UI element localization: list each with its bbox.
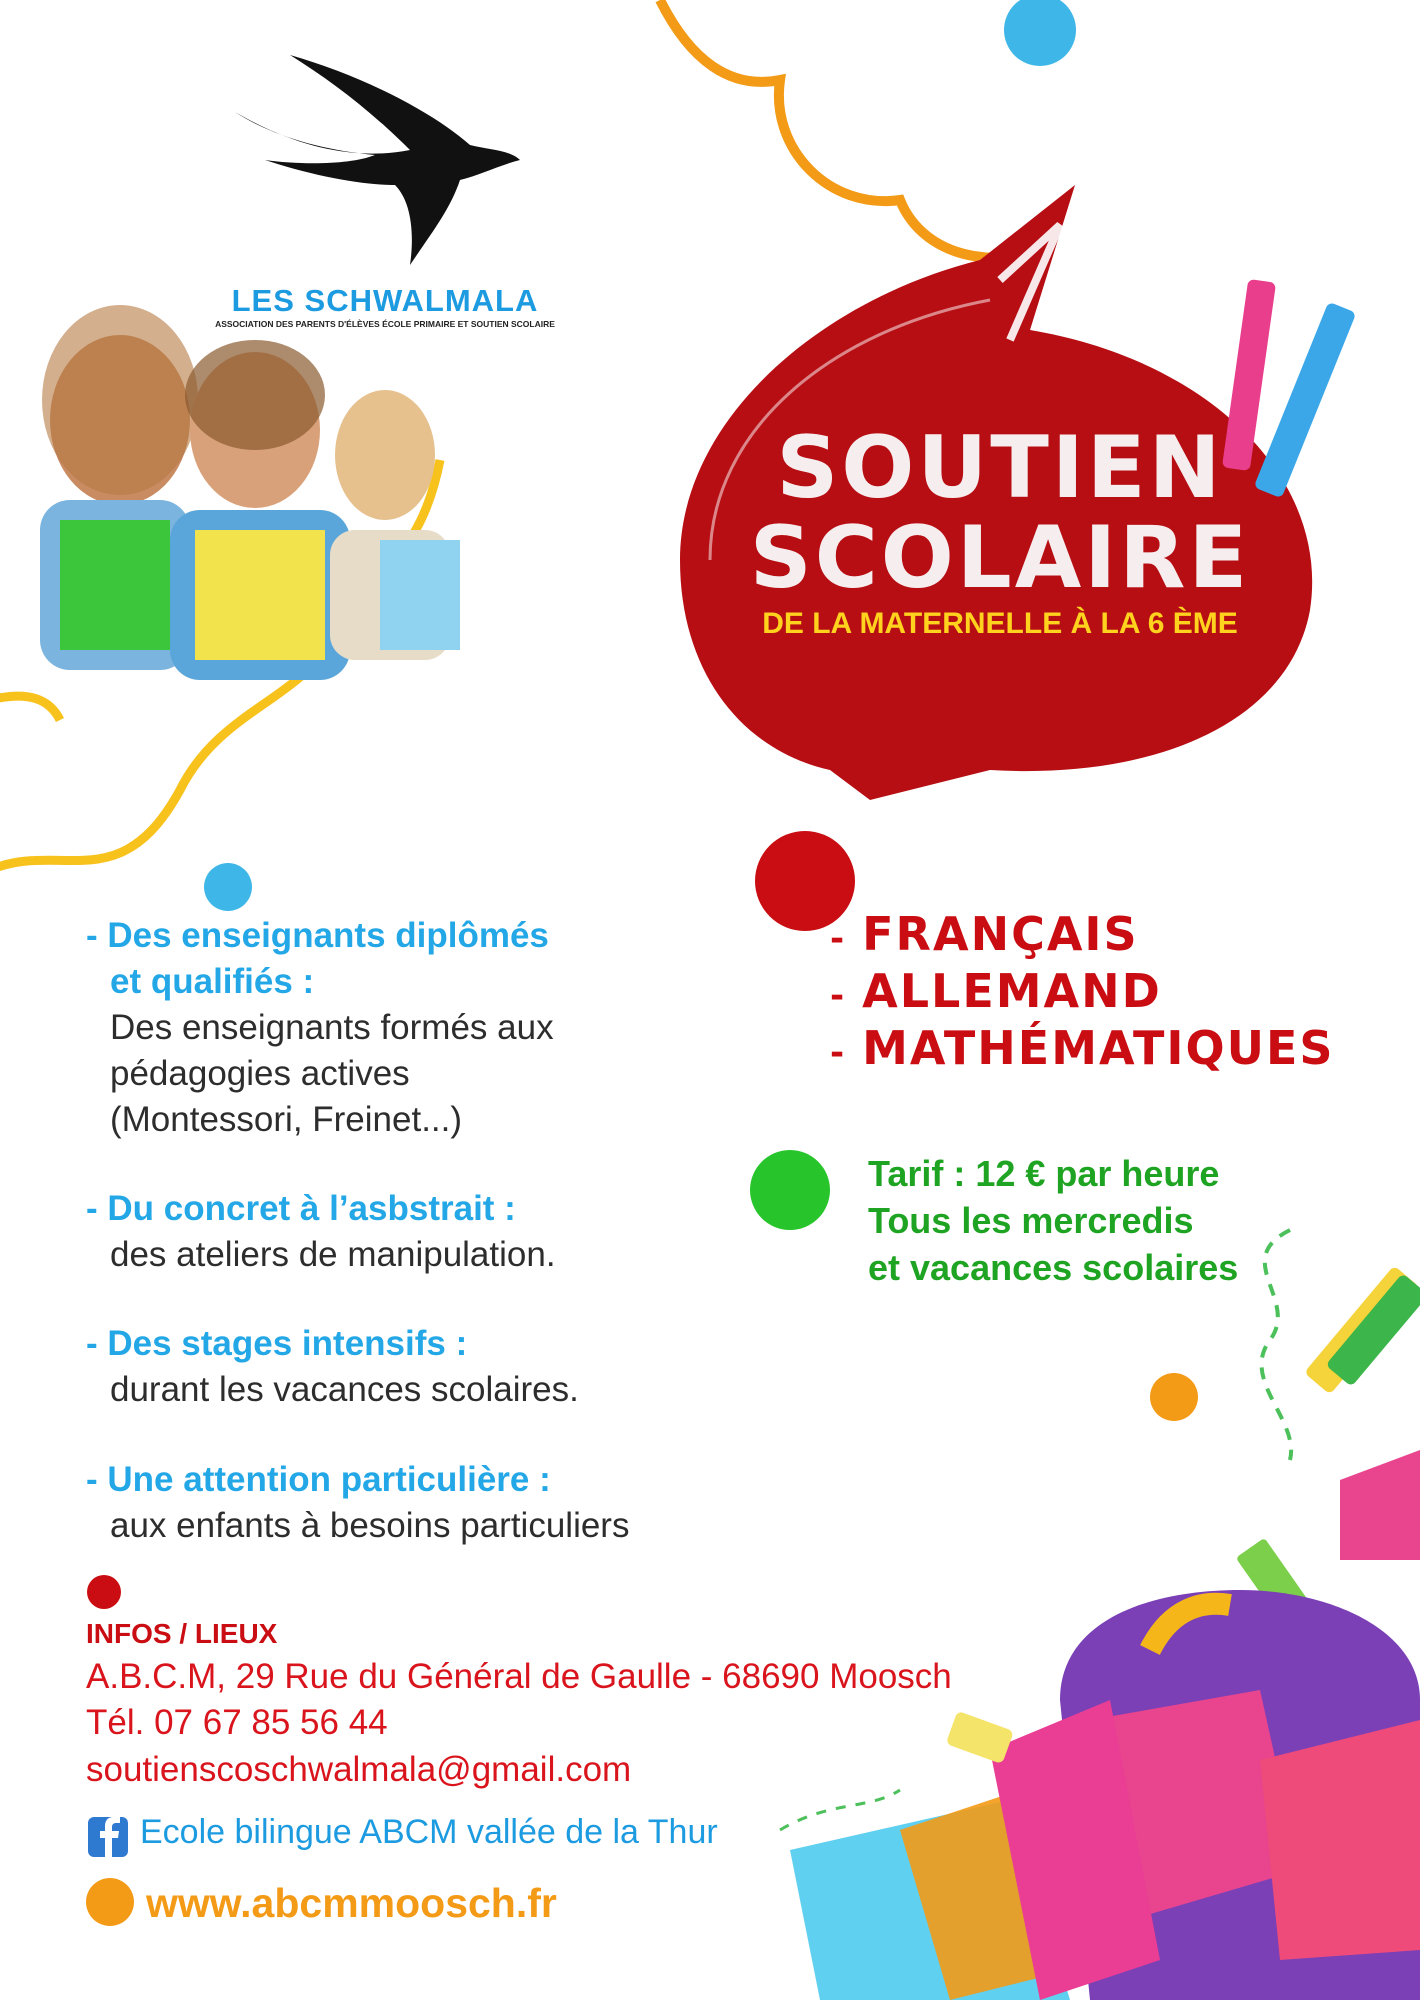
feature-body: des ateliers de manipulation. bbox=[110, 1235, 556, 1274]
subject-label: MATHÉMATIQUES bbox=[862, 1021, 1335, 1075]
tarif-price: Tarif : 12 € par heure bbox=[868, 1153, 1220, 1194]
tarif-days: Tous les mercredis bbox=[868, 1200, 1194, 1241]
feature-title: - Une attention particulière : bbox=[86, 1460, 551, 1499]
tarif-holidays: et vacances scolaires bbox=[868, 1247, 1239, 1288]
feature-body: durant les vacances scolaires. bbox=[110, 1370, 579, 1409]
feature-title: - Des enseignants diplômés bbox=[86, 916, 549, 955]
feature-body: Des enseignants formés aux bbox=[110, 1008, 554, 1047]
headline-subtitle: DE LA MATERNELLE À LA 6 ÈME bbox=[762, 607, 1238, 640]
contact-heading: INFOS / LIEUX bbox=[86, 1618, 278, 1649]
subject-dash: - bbox=[830, 919, 847, 959]
swallow-logo bbox=[235, 55, 520, 265]
feature-stages bbox=[86, 1321, 579, 1413]
subject-francais bbox=[830, 906, 1390, 968]
headline-line2: SCOLAIRE bbox=[749, 508, 1251, 608]
logo-tagline: ASSOCIATION DES PARENTS D'ÉLÈVES ÉCOLE PRIMAIRE ET SOUTIEN SCOLAIRE bbox=[215, 319, 555, 329]
contact-email[interactable]: soutienscoschwalmala@gmail.com bbox=[86, 1750, 632, 1789]
feature-attention bbox=[86, 1457, 629, 1549]
kids-photo bbox=[40, 305, 460, 680]
tarif-block bbox=[868, 1150, 1348, 1291]
green-dot bbox=[750, 1150, 830, 1230]
school-supplies-illustration bbox=[780, 1230, 1420, 2000]
facebook-link[interactable]: Ecole bilingue ABCM vallée de la Thur bbox=[140, 1813, 718, 1851]
facebook-icon bbox=[88, 1817, 128, 1857]
feature-title: et qualifiés : bbox=[110, 962, 315, 1001]
feature-title: - Des stages intensifs : bbox=[86, 1324, 468, 1363]
feature-body: pédagogies actives bbox=[110, 1054, 410, 1093]
contact-phone[interactable]: Tél. 07 67 85 56 44 bbox=[86, 1703, 388, 1742]
feature-title: - Du concret à l’asbstrait : bbox=[86, 1189, 516, 1228]
orange-cloud-outline bbox=[660, 0, 1040, 258]
subject-dash: - bbox=[830, 1033, 847, 1073]
blue-dot bbox=[204, 863, 252, 911]
logo-name: LES SCHWALMALA bbox=[231, 283, 539, 318]
feature-body: (Montessori, Freinet...) bbox=[110, 1100, 463, 1139]
orange-dot bbox=[1150, 1373, 1198, 1421]
feature-concrete bbox=[86, 1186, 556, 1278]
subject-allemand bbox=[830, 963, 1390, 1025]
feature-body: aux enfants à besoins particuliers bbox=[110, 1506, 630, 1545]
subject-dash: - bbox=[830, 976, 847, 1016]
blue-dot-top bbox=[1004, 0, 1076, 66]
red-small-dot bbox=[87, 1575, 121, 1609]
yellow-cloud-left bbox=[0, 696, 60, 720]
headline-line1: SOUTIEN bbox=[776, 418, 1224, 518]
orange-bullet-dot bbox=[86, 1878, 134, 1926]
subject-label: FRANÇAIS bbox=[862, 907, 1139, 961]
subject-label: ALLEMAND bbox=[862, 964, 1162, 1018]
website-link[interactable]: www.abcmmoosch.fr bbox=[146, 1880, 557, 1926]
feature-teachers bbox=[86, 913, 554, 1143]
contact-address: A.B.C.M, 29 Rue du Général de Gaulle - 68690 Moosch bbox=[86, 1657, 952, 1696]
subject-mathematiques bbox=[830, 1020, 1390, 1082]
